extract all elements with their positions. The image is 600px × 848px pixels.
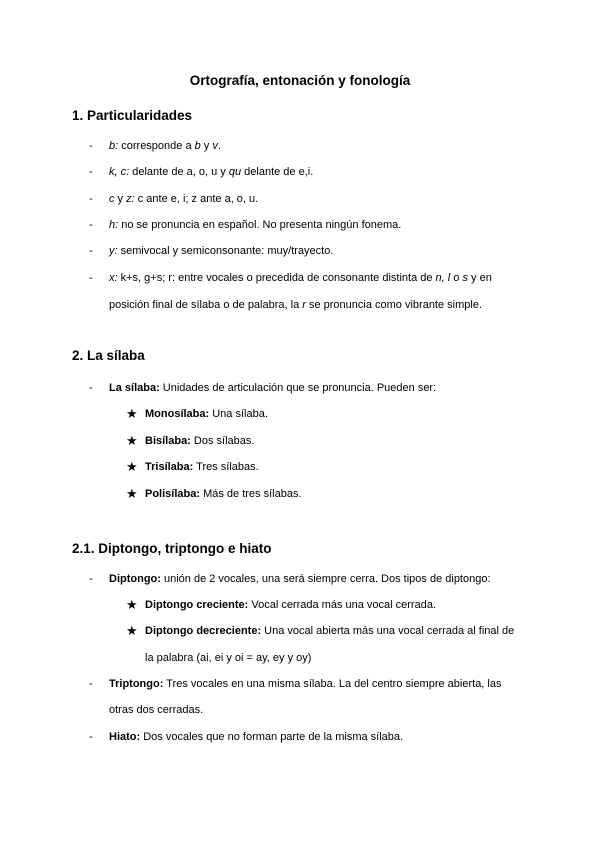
list-item: Diptongo creciente: Vocal cerrada más una vocal cerrada. [145, 599, 437, 611]
list-item: Triptongo: Tres vocales en una misma sílaba. La del centro siempre abierta, las [109, 678, 502, 690]
list-item: Hiato: Dos vocales que no forman parte de la misma sílaba. [109, 731, 404, 743]
list-item: Monosílaba: Una sílaba. [145, 408, 268, 420]
bullet-dash: - [89, 272, 93, 284]
bullet-dash: - [89, 731, 93, 743]
list-item: La sílaba: Unidades de articulación que se pronuncia. Pueden ser: [109, 382, 437, 394]
section-1-heading: 1. Particularidades [72, 108, 193, 123]
list-item: Trisílaba: Tres sílabas. [145, 461, 259, 473]
list-item: y: semivocal y semiconsonante: muy/trayecto. [109, 245, 334, 257]
list-item: h: no se pronuncia en español. No presenta ningún fonema. [109, 219, 402, 231]
star-icon: ★ [126, 433, 138, 448]
bullet-dash: - [89, 678, 93, 690]
list-item-continuation: la palabra (ai, ei y oi = ay, ey y oy) [145, 652, 312, 664]
star-icon: ★ [126, 406, 138, 421]
list-item: Diptongo: unión de 2 vocales, una será siempre cerra. Dos tipos de diptongo: [109, 573, 491, 585]
list-item-continuation: posición final de sílaba o de palabra, la r se pronuncia como vibrante simple. [109, 299, 483, 311]
document-title: Ortografía, entonación y fonología [189, 73, 411, 88]
list-item: Bisílaba: Dos sílabas. [145, 435, 255, 447]
bullet-dash: - [89, 382, 93, 394]
section-2-1-heading: 2.1. Diptongo, triptongo e hiato [72, 541, 272, 556]
list-item: c y z: c ante e, i; z ante a, o, u. [109, 193, 259, 205]
list-item: x: k+s, g+s; r: entre vocales o precedida de consonante distinta de n, l o s y en [109, 272, 492, 284]
section-2-heading: 2. La sílaba [72, 348, 145, 363]
star-icon: ★ [126, 459, 138, 474]
list-item: b: corresponde a b y v. [109, 140, 221, 152]
bullet-dash: - [89, 166, 93, 178]
list-item: Diptongo decreciente: Una vocal abierta más una vocal cerrada al final de [145, 625, 515, 637]
star-icon: ★ [126, 597, 138, 612]
bullet-dash: - [89, 140, 93, 152]
star-icon: ★ [126, 623, 138, 638]
star-icon: ★ [126, 486, 138, 501]
bullet-dash: - [89, 193, 93, 205]
list-item-continuation: otras dos cerradas. [109, 704, 204, 716]
bullet-dash: - [89, 219, 93, 231]
list-item: Polisílaba: Más de tres sílabas. [145, 488, 302, 500]
list-item: k, c: delante de a, o, u y qu delante de e,i. [109, 166, 314, 178]
bullet-dash: - [89, 245, 93, 257]
bullet-dash: - [89, 573, 93, 585]
